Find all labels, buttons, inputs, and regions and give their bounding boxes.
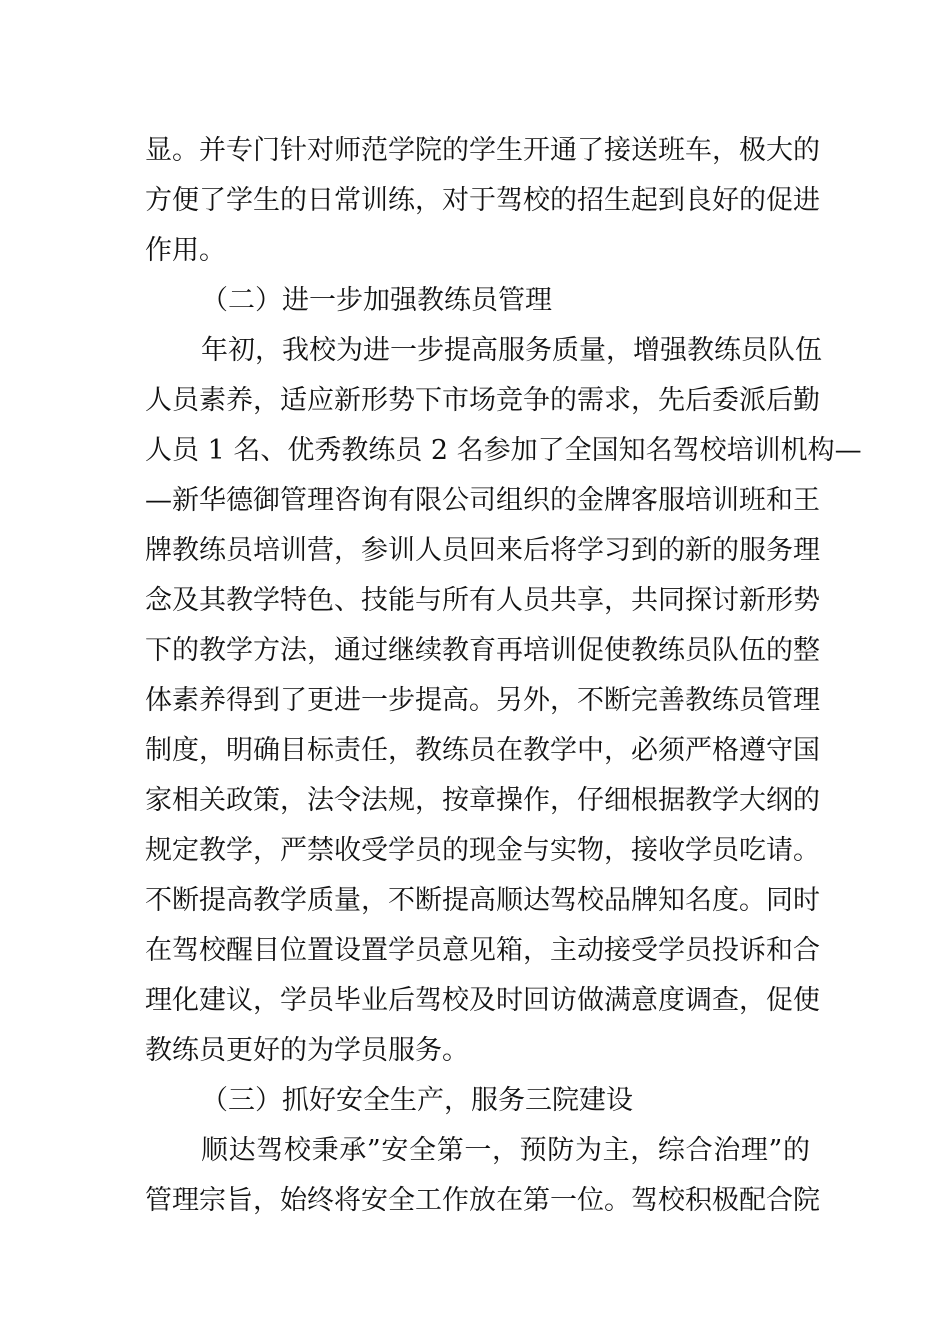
paragraph (145, 126, 820, 276)
text-line: 显。并专门针对师范学院的学生开通了接送班车，极大的 (145, 135, 820, 166)
text-line: 体素养得到了更进一步提高。另外，不断完善教练员管理 (145, 685, 820, 716)
section-heading (145, 1076, 810, 1126)
text-line: 在驾校醒目位置设置学员意见箱，主动接受学员投诉和合 (145, 935, 820, 966)
text-line: 规定教学，严禁收受学员的现金与实物，接收学员吃请。 (145, 835, 820, 866)
text-line: 年初，我校为进一步提高服务质量，增强教练员队伍 (201, 335, 822, 366)
text-line: 人员素养，适应新形势下市场竞争的需求，先后委派后勤 (145, 385, 820, 416)
heading-text: （二）进一步加强教练员管理 (201, 285, 552, 316)
section-heading (145, 276, 810, 326)
text-line: 念及其教学特色、技能与所有人员共享，共同探讨新形势 (145, 585, 820, 616)
paragraph (145, 326, 862, 1076)
text-line: 家相关政策，法令法规，按章操作，仔细根据教学大纲的 (145, 785, 820, 816)
text-line: 方便了学生的日常训练，对于驾校的招生起到良好的促进 (145, 185, 820, 216)
text-line: 不断提高教学质量，不断提高顺达驾校品牌知名度。同时 (145, 885, 820, 916)
heading-text: （三）抓好安全生产，服务三院建设 (201, 1085, 633, 1116)
text-line: 制度，明确目标责任，教练员在教学中，必须严格遵守国 (145, 735, 820, 766)
text-line: 理化建议，学员毕业后驾校及时回访做满意度调查，促使 (145, 985, 820, 1016)
text-line: 牌教练员培训营，参训人员回来后将学习到的新的服务理 (145, 535, 820, 566)
document-body (145, 126, 862, 1226)
text-line: —新华德御管理咨询有限公司组织的金牌客服培训班和王 (145, 485, 820, 516)
text-line: 顺达驾校秉承”安全第一，预防为主，综合治理”的 (201, 1135, 810, 1166)
paragraph (145, 1126, 820, 1226)
text-line: 管理宗旨，始终将安全工作放在第一位。驾校积极配合院 (145, 1185, 820, 1216)
text-line: 作用。 (145, 235, 226, 266)
text-line: 教练员更好的为学员服务。 (145, 1035, 469, 1066)
text-line: 人员 1 名、优秀教练员 2 名参加了全国知名驾校培训机构— (145, 435, 862, 466)
text-line: 下的教学方法，通过继续教育再培训促使教练员队伍的整 (145, 635, 820, 666)
